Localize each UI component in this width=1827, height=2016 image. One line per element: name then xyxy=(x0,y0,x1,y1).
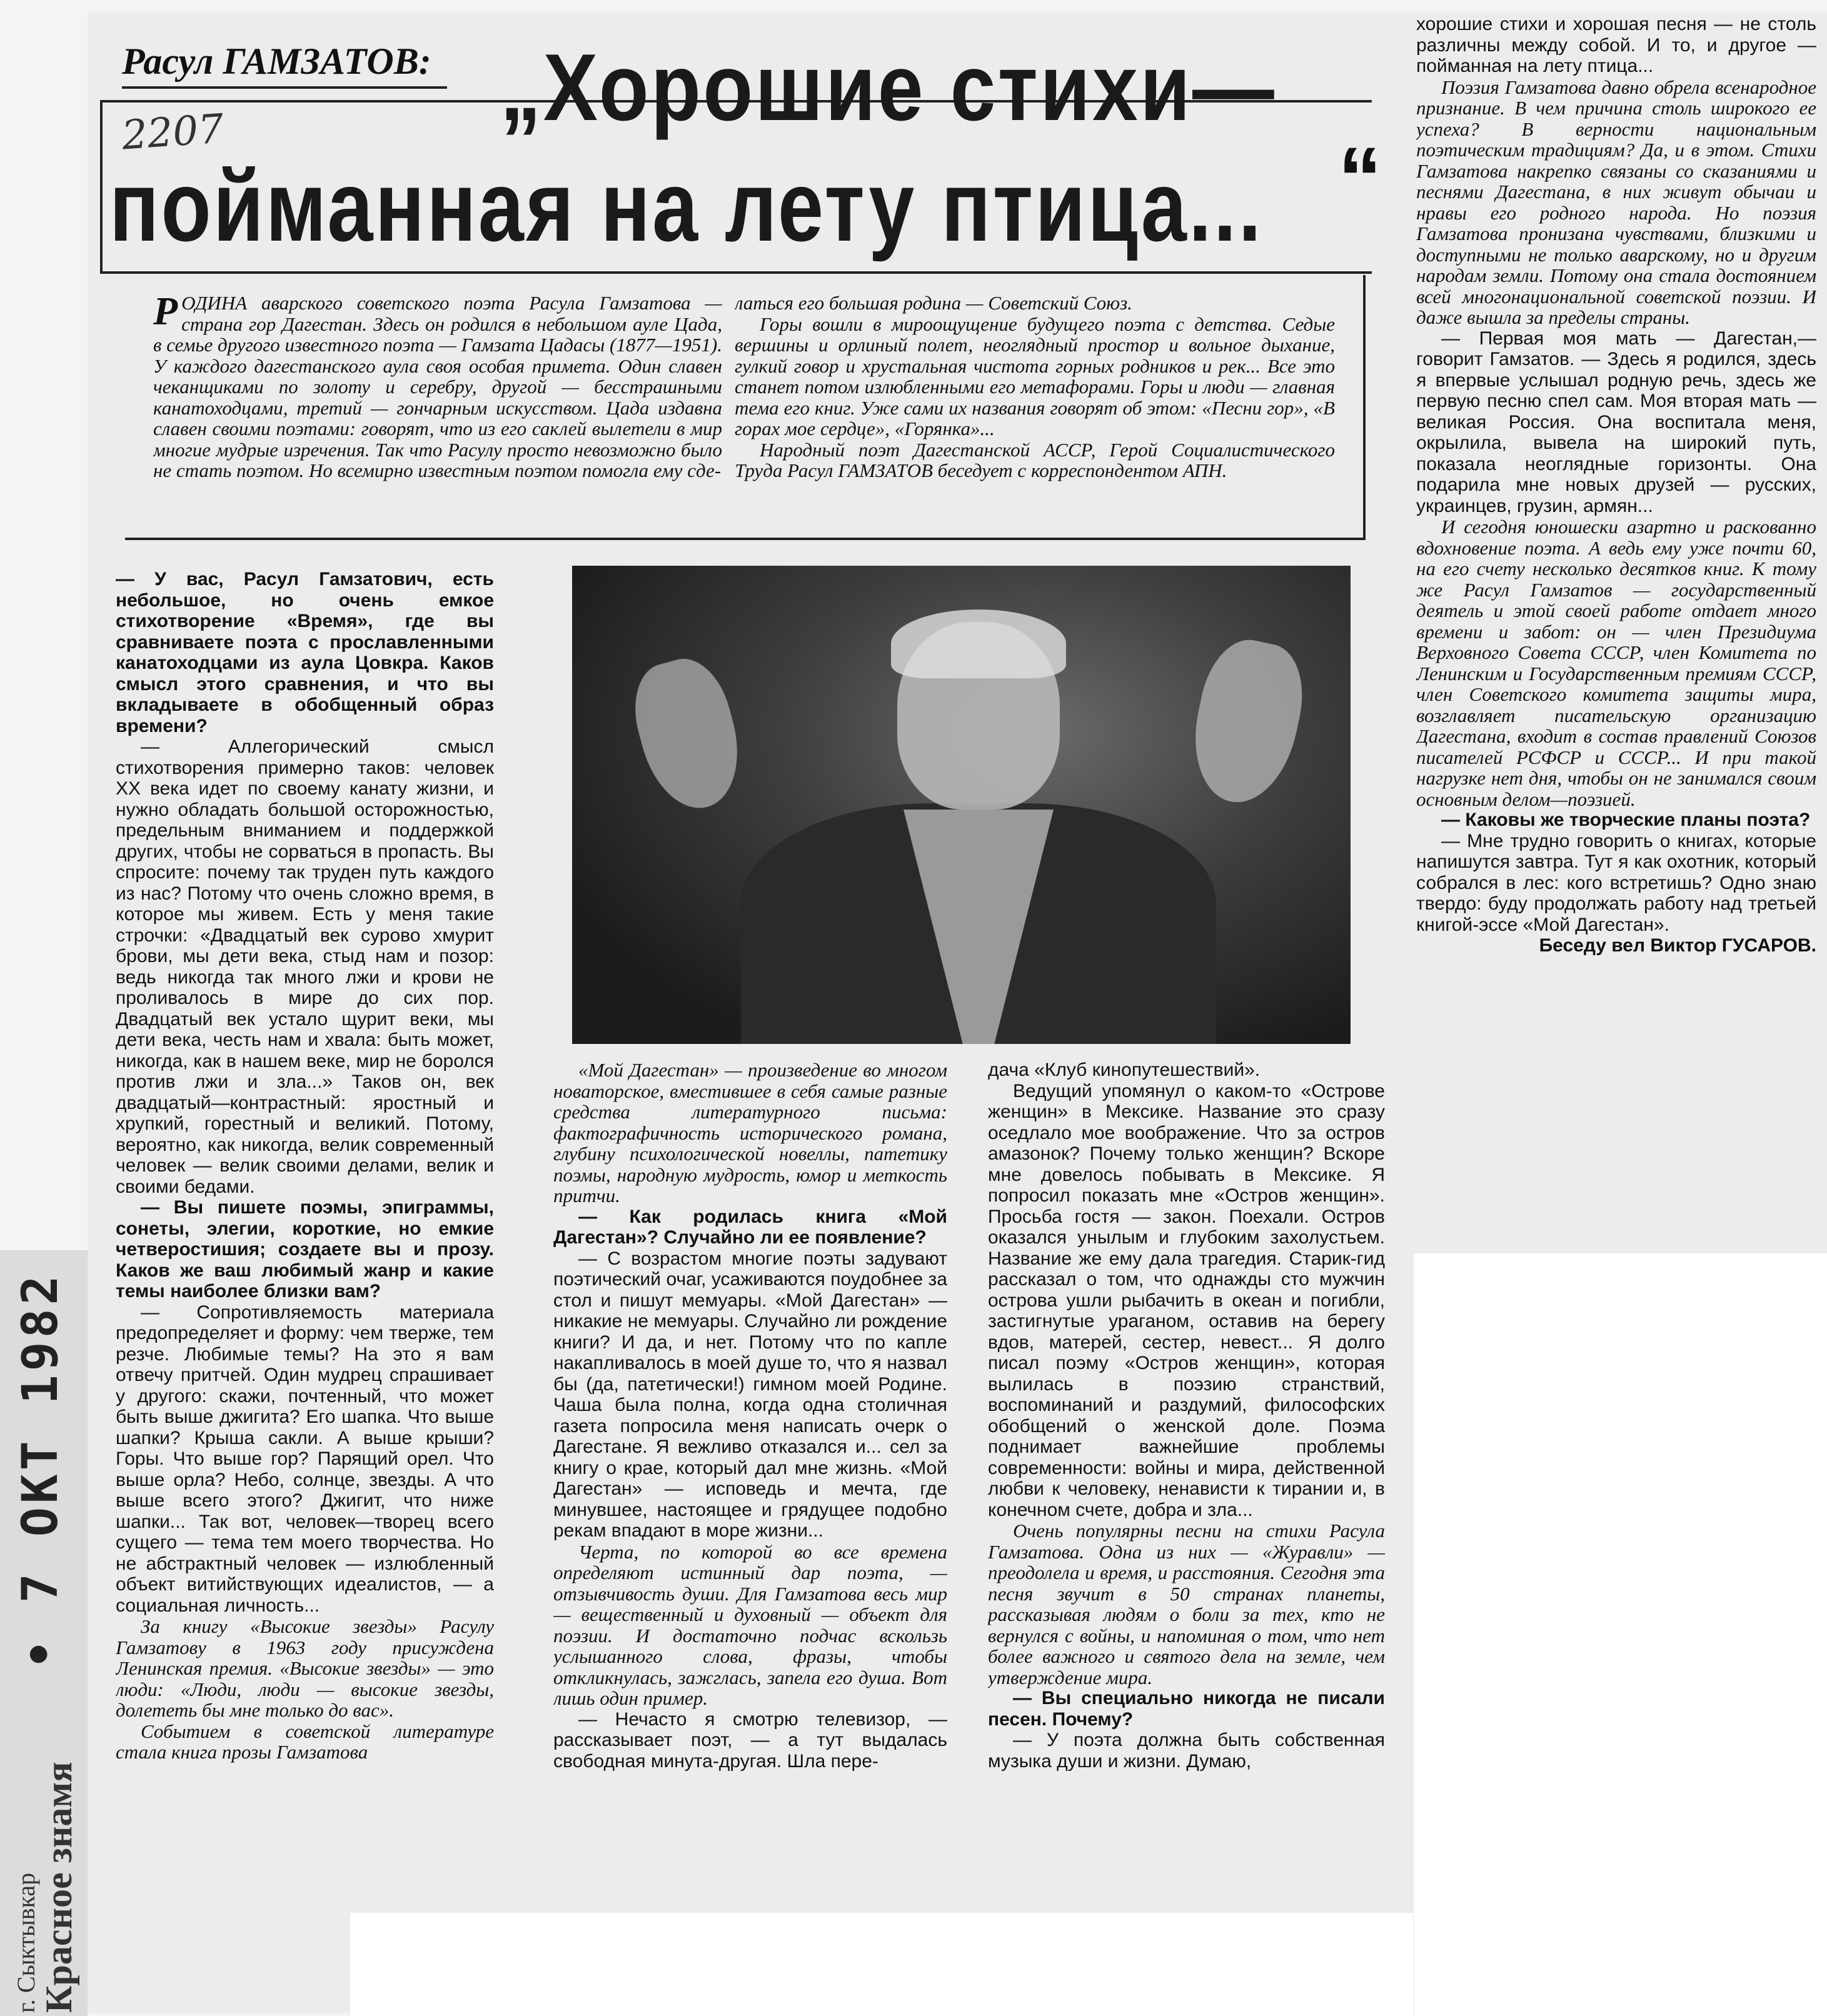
article-column-2 xyxy=(553,1060,947,1903)
narrative-paragraph: «Мой Дагестан» — произведение во многом новаторское, вместившее в себя самые разные средства литературного письма: фактографичность исторического романа, глубину психологической новеллы, патетику поэмы, народную мудрость, юмор и меткость притчи. xyxy=(553,1060,947,1206)
interview-answer: дача «Клуб кинопутешествий». xyxy=(988,1060,1261,1080)
article-column-4 xyxy=(1416,14,1816,1239)
intro-column-2 xyxy=(735,293,1335,536)
interview-question: — Вы пишете поэмы, эпиграммы, сонеты, элегии, короткие, но емкие четверостишия; создаете вы и прозу. Каков же ваш любимый жанр и какие темы наиболее близки вам? xyxy=(116,1197,494,1301)
narrative-paragraph: Событием в советской литературе стала книга прозы Гамзатова xyxy=(116,1720,494,1763)
interview-question: — Как родилась книга «Мой Дагестан»? Случайно ли ее появление? xyxy=(553,1206,947,1248)
narrative-paragraph: За книгу «Высокие звезды» Расулу Гамзатову в 1963 году присуждена Ленинская премия. «Высокие звезды» — это люди: «Люди, люди — высокие звезды, долететь бы мне только до вас». xyxy=(116,1615,494,1721)
bottom-margin xyxy=(350,1913,1413,2016)
interview-answer: — Сопротивляемость материала предопределяет и форму: чем тверже, тем резче. Любимые темы? На это я вам отвечу притчей. Один мудрец спрашивает у другого: скажи, почтенный, что может быть выше джигита? Его шапка. Что выше шапки? Крыша сакли. А выше крыши? Горы. Что выше гор? Парящий орел. Что выше орла? Небо, солнце, звезды. А что выше всего этого? Джигит, что ниже шапки... Так вот, человек—творец всего сущего — тема тем моего творчества. Но не абстрактный человек — излюбленный объект витийствующих идеалистов, — а социальная личность... xyxy=(116,1301,494,1616)
photo-hair xyxy=(891,609,1066,678)
author-byline: Расул ГАМЗАТОВ: xyxy=(122,36,447,89)
cutout-area xyxy=(1414,1253,1827,2016)
interview-answer: — Аллегорический смысл стихотворения примерно таков: человек XX века идет по своему канату жизни, и нужно обладать большой осторожностью, предельным вниманием и поддержкой других, чтобы не сорваться в пропасть. Вы спросите: почему так труден путь каждого из нас? Потому что очень сложно время, в которое мы живем. Есть у меня такие строчки: «Двадцатый век сурово хмурит брови, мы дети века, стыд нам и позор: ведь никогда так много лжи и крови не проливалось в мире до сих пор. Двадцатый век устало щурит веки, мы дети века, честь нам и хвала: быть может, никогда, как в нашем веке, мир не боролся против лжи и зла...» Таков он, век двадцатый—контрастный: яростный и хрупкий, горестный и великий. Потому, вероятно, как никогда, велик современный человек — велик своими делами, велик и своими бедами. xyxy=(116,736,494,1197)
interview-answer: — У поэта должна быть собственная музыка души и жизни. Думаю, xyxy=(988,1730,1385,1772)
interview-answer: хорошие стихи и хорошая песня — не столь различны между собой. И то, и другое — пойманная на лету птица... xyxy=(1416,14,1816,76)
intro-paragraph: Горы вошли в мироощущение будущего поэта с детства. Седые вершины и орлиный полет, неоглядный простор и вольное дыхание, гулкий говор и хрустальная чистота горных родников и рек... Все это станет потом излюбленными его метафорами. Горы и люди — главная тема его книг. Уже сами их названия говорят об этом: «Песни гор», «В горах мое сердце», «Горянка»... xyxy=(735,313,1335,439)
narrative-paragraph: И сегодня юношески азартно и раскованно вдохновение поэта. А ведь ему уже почти 60, на его счету несколько десятков книг. К тому же Расул Гамзатов — государственный деятель и этой своей работе отдает много времени и забот: он — член Президиума Верховного Совета СССР, член Комитета по Ленинским и Государственным премиям СССР, член Советского комитета защиты мира, возглавляет писательскую организацию Дагестана, входит в состав правлений Союзов писателей РСФСР и СССР... И при такой нагрузке нет дня, чтобы он не занимался своим основным делом—поэзией. xyxy=(1416,516,1816,810)
newspaper-name: Красное знамя xyxy=(38,1762,79,2013)
photo-left-hand xyxy=(623,650,752,820)
narrative-paragraph: Очень популярны песни на стихи Расула Гамзатова. Одна из них — «Журавли» — преодолела и время, и расстояния. Сегодня эта песня звучит в 50 странах планеты, рассказывая людям о боли за тех, кто не вернулся с войны, и напоминая о том, что нет более важного и святого дела на земле, чем утверждение мира. xyxy=(988,1520,1385,1688)
photo-right-hand xyxy=(1182,632,1314,812)
interview-question: — У вас, Расул Гамзатович, есть небольшое, но очень емкое стихотворение «Время», где вы сравниваете поэта с прославленными канатоходцами из аула Цовкра. Каков смысл этого сравнения, и что вы вкладываете в обобщенный образ времени? xyxy=(116,569,494,736)
newspaper-city: г. Сыктывкар xyxy=(12,1872,40,2013)
interview-answer: — Мне трудно говорить о книгах, которые напишутся завтра. Тут я как охотник, который собрался в лес: кого встретишь? Одно знаю твердо: буду продолжать работу над третьей книгой-эссе «Мой Дагестан». xyxy=(1416,830,1816,935)
interview-question: — Вы специально никогда не писали песен. Почему? xyxy=(988,1688,1385,1730)
intro-column-1 xyxy=(153,293,722,536)
portrait-photo xyxy=(572,566,1351,1044)
article-column-3 xyxy=(988,1060,1385,1903)
headline-line-2: пойманная на лету птица... xyxy=(109,150,1264,262)
interview-question: — Каковы же творческие планы поэта? xyxy=(1441,810,1811,830)
interview-answer: — Первая моя мать — Дагестан,— говорит Гамзатов. — Здесь я родился, здесь я впервые услышал родную речь, здесь же первую песню спел сам. Моя вторая мать — великая Россия. Она воспитала меня, окрылила, вывела на широкий путь, показала неоглядные горизонты. Она подарила мне новых друзей — русских, украинцев, грузин, армян... xyxy=(1416,328,1816,516)
interview-answer: — Нечасто я смотрю телевизор, — рассказывает поэт, — а тут выдалась свободная минута-другая. Шла пере- xyxy=(553,1708,947,1772)
intro-paragraph: Народный поэт Дагестанской АССР, Герой Социалистического Труда Расул ГАМЗАТОВ беседует с корреспондентом АПН. xyxy=(735,438,1335,481)
interview-answer: — С возрастом многие поэты задувают поэтический очаг, усаживаются поудобнее за стол и пишут мемуары. «Мой Дагестан» — никакие не мемуары. Случайно ли рождение книги? И да, и нет. Потому что по капле накапливалось в моей душе то, что я назвал бы (да, патетически!) гимном моей Родине. Чаша была полна, когда одна столичная газета попросила меня написать очерк о Дагестане. Я вежливо отказался и... сел за книгу о крае, который дал мне жизнь. «Мой Дагестан» — исповедь и мечта, где минувшее, настоящее и грядущее подобно рекам впадают в море жизни... xyxy=(553,1248,947,1541)
newspaper-masthead xyxy=(13,1725,81,2013)
handwritten-archive-number: 2207 xyxy=(120,106,226,159)
interview-answer: Ведущий упомянул о каком-то «Острове женщин» в Мексике. Название это сразу оседлало мое воображение. Что за остров амазонок? Почему только женщин? Вскоре мне довелось побывать в Мексике. Я попросил показать мне «Остров женщин». Просьба гостя — закон. Поехали. Остров оказался унылым и глубоким захолустьем. Название же ему дала трагедия. Старик-гид рассказал о том, что однажды сто мужчин острова ушли рыбачить в океан и погибли, застигнутые ураганом, оставив на берегу вдов, матерей, сестер, невест... Я долго писал поэму «Остров женщин», которая вылилась в поэзию странствий, воспоминаний и раздумий, философских обобщений о женской доле. Поэма поднимает важнейшие проблемы современности: войны и мира, действенной любви к человеку, ненависти к тирании и, в конечном счете, добра и зла... xyxy=(988,1080,1385,1520)
narrative-paragraph: Поэзия Гамзатова давно обрела всенародное признание. В чем причина столь широкого ее успеха? В верности национальным поэтическим традициям? Да, и в этом. Стихи Гамзатова накрепко связаны со сказаниями и песнями Дагестана, в них живут обычаи и нравы его родного народа. Но поэзия Гамзатова пронизана чувствами, близкими и доступными не только аварскому, но и другим народам земли. Потому она стала достоянием всей многонациональной советской поэзии. И даже вышла за пределы страны. xyxy=(1416,76,1816,328)
article-column-1 xyxy=(116,569,494,1913)
narrative-paragraph: Черта, по которой во все времена определяют истинный дар поэта, — отзывчивость души. Для Гамзатова весь мир — вещественный и духовный — объект для поэзии. И достаточно подчас вскользь услышанного слова, фразы, чтобы откликнулась, зажглась, запела его душа. Вот лишь один пример. xyxy=(553,1540,947,1709)
date-stamp: • 7 ОКТ 1982 xyxy=(13,1271,69,1669)
headline-close-quote: “ xyxy=(1338,129,1382,227)
drop-cap: Р xyxy=(153,293,178,333)
headline-line-1: „Хорошие стихи— xyxy=(500,34,1277,141)
interviewer-signoff: Беседу вел Виктор ГУСАРОВ. xyxy=(1539,935,1816,956)
intro-paragraph: латься его большая родина — Советский Союз. xyxy=(735,293,1132,314)
intro-text-1: ОДИНА аварского советского поэта Расула Гамзатова — страна гор Дагестан. Здесь он родился в небольшом ауле Цада, в семье другого известного поэта — Гамзата Цадасы (1877—1951). У каждого дагестанского аула своя особая примета. Один славен чеканщиками по золоту и серебру, другой — бесстрашными канатоходцами, третий — гончарным искусством. Цада издавна славен своими поэтами: говорят, что из его саклей вылетели в мир многие мудрые изречения. Так что Расулу просто невозможно было не стать поэтом. Но всемирно известным поэтом помогла ему сде- xyxy=(153,293,722,481)
